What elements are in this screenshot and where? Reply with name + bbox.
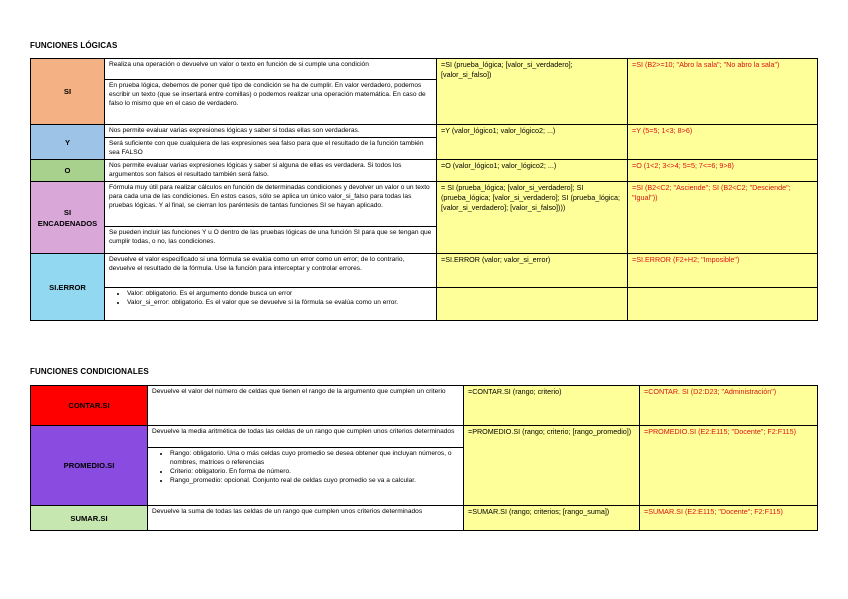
- func-name-promedio-si: PROMEDIO.SI: [31, 426, 148, 506]
- example-si-encadenados: =SI (B2<C2; "Asciende"; SI (B2<C2; "Desciende"; "Igual")): [628, 182, 818, 254]
- func-name-contar-si: CONTAR.SI: [31, 386, 148, 426]
- example-sumar-si: =SUMAR.SI (E2:E115; "Docente"; F2:F115): [640, 506, 818, 531]
- example-si-error: =SI.ERROR (F2+H2; "Imposible"): [628, 254, 818, 288]
- section-title-logical: FUNCIONES LÓGICAS: [30, 41, 118, 50]
- syntax-si-error: =SI.ERROR (valor; valor_si_error): [437, 254, 628, 288]
- example-si-error-blank: [628, 288, 818, 321]
- syntax-si: =SI (prueba_lógica; [valor_si_verdadero]; [valor_si_falso]): [437, 59, 628, 125]
- desc-sumar-si: Devuelve la suma de todas las celdas de un rango que cumplen unos criterios determinados: [148, 506, 464, 531]
- func-name-si-error: SI.ERROR: [31, 254, 105, 321]
- syntax-si-error-blank: [437, 288, 628, 321]
- syntax-y: =Y (valor_lógico1; valor_lógico2; ...): [437, 125, 628, 160]
- desc-si-encadenados-2: Se pueden incluir las funciones Y u O dentro de las pruebas lógicas de una función SI para que se tengan que cumplir todas, o no, las condiciones.: [105, 227, 437, 254]
- section-title-conditional: FUNCIONES CONDICIONALES: [30, 367, 149, 376]
- syntax-si-encadenados: = SI (prueba_lógica; [valor_si_verdadero]; SI (prueba_lógica; [valor_si_verdadero]; SI (prueba_lógica; [valor_si_verdadero]; [valor_si_falso]))): [437, 182, 628, 254]
- logical-functions-table: [30, 58, 818, 321]
- desc-si-error-1: Devuelve el valor especificado si una fórmula se evalúa como un error como un error; de lo contrario, devuelve el resultado de la fórmula. Use la función para interceptar y controlar errores.: [105, 254, 437, 288]
- bullet-promedio-si-1: • Rango: obligatorio. Una o más celdas cuyo promedio se desea obtener que incluyan números, o nombres, matrices o referencias: [170, 449, 459, 467]
- desc-si-1: Realiza una operación o devuelve un valor o texto en función de si cumple una condición: [105, 59, 437, 80]
- bullet-si-error-1: • Valor: obligatorio. Es el argumento donde busca un error: [127, 289, 432, 298]
- bullets-promedio-si: [148, 448, 464, 506]
- desc-si-encadenados-1: Fórmula muy útil para realizar cálculos en función de determinadas condiciones y devolver un valor o un texto para cada una de las condiciones. En estos casos, sólo se aplica un único valor_si_falso para todas las pruebas lógicas. Y al final, se cierran los paréntesis de tantas funciones SI se hayan aplicado.: [105, 182, 437, 227]
- func-name-si: SI: [31, 59, 105, 125]
- example-y: =Y (5=5; 1<3; 8>6): [628, 125, 818, 160]
- example-contar-si: =CONTAR. SI (D2:D23; "Administración"): [640, 386, 818, 426]
- syntax-sumar-si: =SUMAR.SI (rango; criterios; [rango_suma]): [464, 506, 640, 531]
- example-promedio-si: =PROMEDIO.SI (E2:E115; "Docente"; F2:F115): [640, 426, 818, 506]
- func-name-si-encadenados: SI ENCADENADOS: [31, 182, 105, 254]
- desc-y-1: Nos permite evaluar varias expresiones lógicas y saber si todas ellas son verdaderas.: [105, 125, 437, 138]
- desc-si-2: En prueba lógica, debemos de poner qué tipo de condición se ha de cumplir. En valor verdadero, podemos escribir un texto (que se insertará entre comillas) o podemos realizar una operación matemática. En caso de falso lo mismo que en el caso de verdadero.: [105, 80, 437, 125]
- syntax-o: =O (valor_lógico1; valor_lógico2; ...): [437, 160, 628, 182]
- desc-y-2: Será suficiente con que cualquiera de las expresiones sea falso para que el resultado de la función también sea FALSO: [105, 138, 437, 160]
- bullets-si-error: [105, 288, 437, 321]
- example-si: =SI (B2>=10; "Abro la sala"; "No abro la sala"): [628, 59, 818, 125]
- syntax-promedio-si: =PROMEDIO.SI (rango; criterio; [rango_promedio]): [464, 426, 640, 506]
- bullet-promedio-si-3: • Rango_promedio: opcional. Conjunto real de celdas cuyo promedio se va a calcular.: [170, 476, 459, 485]
- example-o: =O (1<2; 3<>4; 5=5; 7<=6; 9>8): [628, 160, 818, 182]
- conditional-functions-table: [30, 385, 818, 531]
- syntax-contar-si: =CONTAR.SI (rango; criterio): [464, 386, 640, 426]
- func-name-sumar-si: SUMAR.SI: [31, 506, 148, 531]
- desc-promedio-si: Devuelve la media aritmética de todas las celdas de un rango que cumplen unos criterios determinados: [148, 426, 464, 448]
- func-name-o: O: [31, 160, 105, 182]
- func-name-y: Y: [31, 125, 105, 160]
- desc-contar-si: Devuelve el valor del número de celdas que tienen el rango de la argumento que cumplen un criterio: [148, 386, 464, 426]
- desc-o-1: Nos permite evaluar varias expresiones lógicas y saber si alguna de ellas es verdadera. Si todos los argumentos son falsos el resultado también será falso.: [105, 160, 437, 182]
- bullet-promedio-si-2: • Criterio: obligatorio. En forma de número.: [170, 467, 459, 476]
- bullet-si-error-2: • Valor_si_error: obligatorio. Es el valor que se devuelve si la fórmula se evalúa como un error.: [127, 298, 432, 307]
